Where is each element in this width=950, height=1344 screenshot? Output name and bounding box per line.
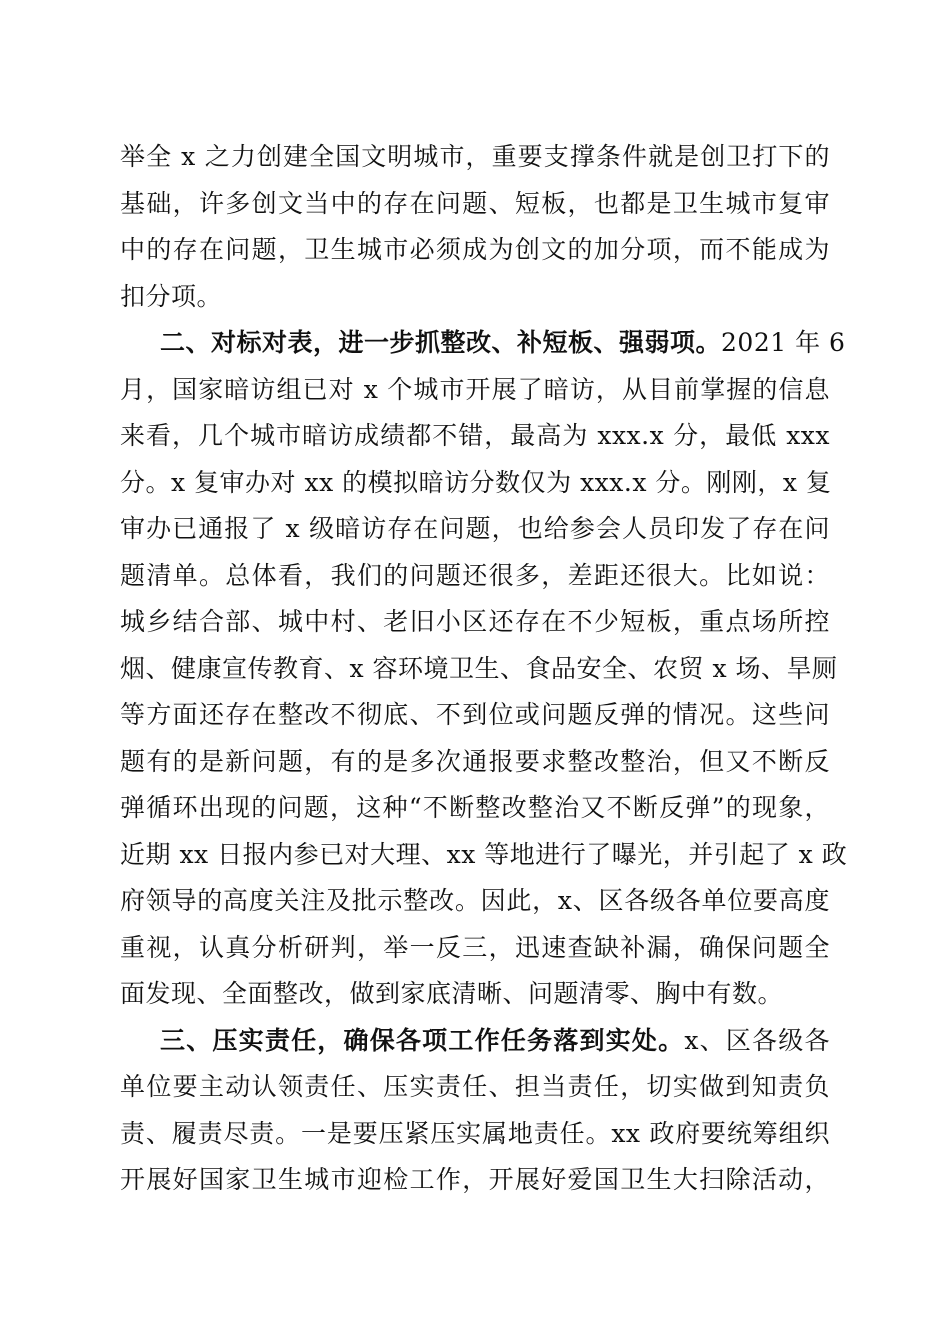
text-line: 举全 x 之力创建全国文明城市，重要支撑条件就是创卫打下的 (120, 142, 830, 171)
text-line: 弹循环出现的问题，这种“不断整改整治又不断反弹”的现象， (120, 793, 830, 822)
text-line: 月，国家暗访组已对 x 个城市开展了暗访，从目前掌握的信息 (120, 375, 830, 404)
text-line: 题有的是新问题，有的是多次通报要求整改整治，但又不断反 (120, 747, 830, 776)
text-line: 城乡结合部、城中村、老旧小区还存在不少短板，重点场所控 (120, 607, 830, 636)
text-line: 府领导的高度关注及批示整改。因此，x、区各级各单位要高度 (120, 886, 830, 915)
section-heading: 二、对标对表，进一步抓整改、补短板、强弱项。 (160, 328, 722, 357)
text-line: 近期 xx 日报内参已对大理、xx 等地进行了曝光，并引起了 x 政 (120, 840, 848, 869)
text-line: 审办已通报了 x 级暗访存在问题，也给参会人员印发了存在问 (120, 514, 830, 543)
text-fragment: x、区各级各 (684, 1026, 830, 1055)
text-line: 烟、健康宣传教育、x 容环境卫生、食品安全、农贸 x 场、旱厕 (120, 654, 838, 683)
text-fragment: 2021 年 6 (721, 328, 846, 357)
text-line: 责、履责尽责。一是要压紧压实属地责任。xx 政府要统筹组织 (120, 1119, 830, 1148)
section-heading: 三、压实责任，确保各项工作任务落到实处。 (160, 1026, 685, 1055)
text-line: 面发现、全面整改，做到家底清晰、问题清零、胸中有数。 (120, 979, 784, 1008)
section-heading-line (160, 1023, 830, 1059)
text-line: 开展好国家卫生城市迎检工作，开展好爱国卫生大扫除活动， (120, 1165, 830, 1194)
text-line: 题清单。总体看，我们的问题还很多，差距还很大。比如说： (120, 561, 830, 590)
text-line: 重视，认真分析研判，举一反三，迅速查缺补漏，确保问题全 (120, 933, 830, 962)
text-line: 中的存在问题，卫生城市必须成为创文的加分项，而不能成为 (120, 235, 830, 264)
text-line: 单位要主动认领责任、压实责任、担当责任，切实做到知责负 (120, 1072, 830, 1101)
section-heading-line (160, 325, 846, 361)
text-line: 分。x 复审办对 xx 的模拟暗访分数仅为 xxx.x 分。刚刚，x 复 (120, 468, 832, 497)
text-line: 扣分项。 (120, 282, 223, 311)
text-line: 基础，许多创文当中的存在问题、短板，也都是卫生城市复审 (120, 189, 830, 218)
text-line: 来看，几个城市暗访成绩都不错，最高为 xxx.x 分，最低 xxx (120, 421, 830, 450)
text-line: 等方面还存在整改不彻底、不到位或问题反弹的情况。这些问 (120, 700, 830, 729)
